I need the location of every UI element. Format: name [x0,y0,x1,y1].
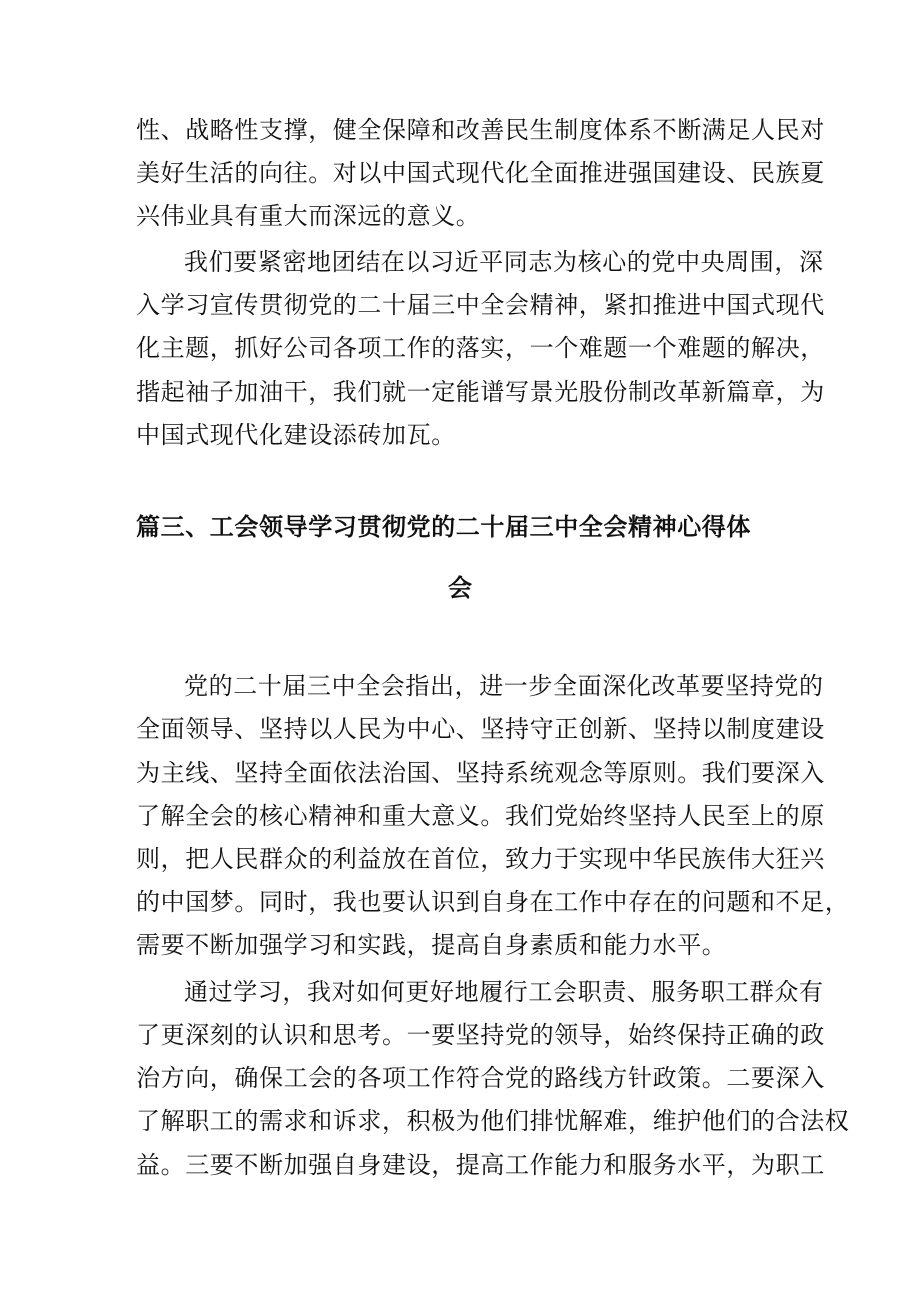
paragraph-line: 治方向，确保工会的各项工作符合党的路线方针政策。二要深入 [136,1064,825,1092]
paragraph-line: 通过学习，我对如何更好地履行工会职责、服务职工群众有 [184,978,824,1006]
paragraph-line: 全面领导、坚持以人民为中心、坚持守正创新、坚持以制度建设 [136,715,825,743]
paragraph-line: 入学习宣传贯彻党的二十届三中全会精神，紧扣推进中国式现代 [136,291,825,319]
section-heading: 篇三、工会领导学习贯彻党的二十届三中全会精神心得体 [136,512,751,541]
paragraph-line: 性、战略性支撑，健全保障和改善民生制度体系不断满足人民对 [136,116,825,144]
paragraph-line: 党的二十届三中全会指出，进一步全面深化改革要坚持党的 [184,672,824,700]
paragraph-line: 了更深刻的认识和思考。一要坚持党的领导，始终保持正确的政 [136,1021,825,1049]
paragraph-line: 了解职工的需求和诉求，积极为他们排忧解难，维护他们的合法权 [136,1107,850,1135]
paragraph-line: 兴伟业具有重大而深远的意义。 [136,202,481,230]
paragraph-line: 我们要紧密地团结在以习近平同志为核心的党中央周围，深 [184,248,824,276]
paragraph-line: 中国式现代化建设添砖加瓦。 [136,421,456,449]
paragraph-line: 美好生活的向往。对以中国式现代化全面推进强国建设、民族夏 [136,159,825,187]
paragraph-line: 为主线、坚持全面依法治国、坚持系统观念等原则。我们要深入 [136,759,825,787]
paragraph-line: 益。三要不断加强自身建设，提高工作能力和服务水平，为职工 [136,1151,825,1179]
paragraph-line: 的中国梦。同时，我也要认识到自身在工作中存在的问题和不足， [136,888,850,916]
paragraph-line: 则，把人民群众的利益放在首位，致力于实现中华民族伟大狂兴 [136,845,825,873]
paragraph-line: 揩起袖子加油干，我们就一定能谱写景光股份制改革新篇章，为 [136,378,825,406]
paragraph-line: 需要不断加强学习和实践，提高自身素质和能力水平。 [136,931,727,959]
paragraph-line: 了解全会的核心精神和重大意义。我们党始终坚持人民至上的原 [136,802,825,830]
paragraph-line: 化主题，抓好公司各项工作的落实，一个难题一个难题的解决， [136,334,825,362]
section-heading-continuation: 会 [448,573,472,602]
